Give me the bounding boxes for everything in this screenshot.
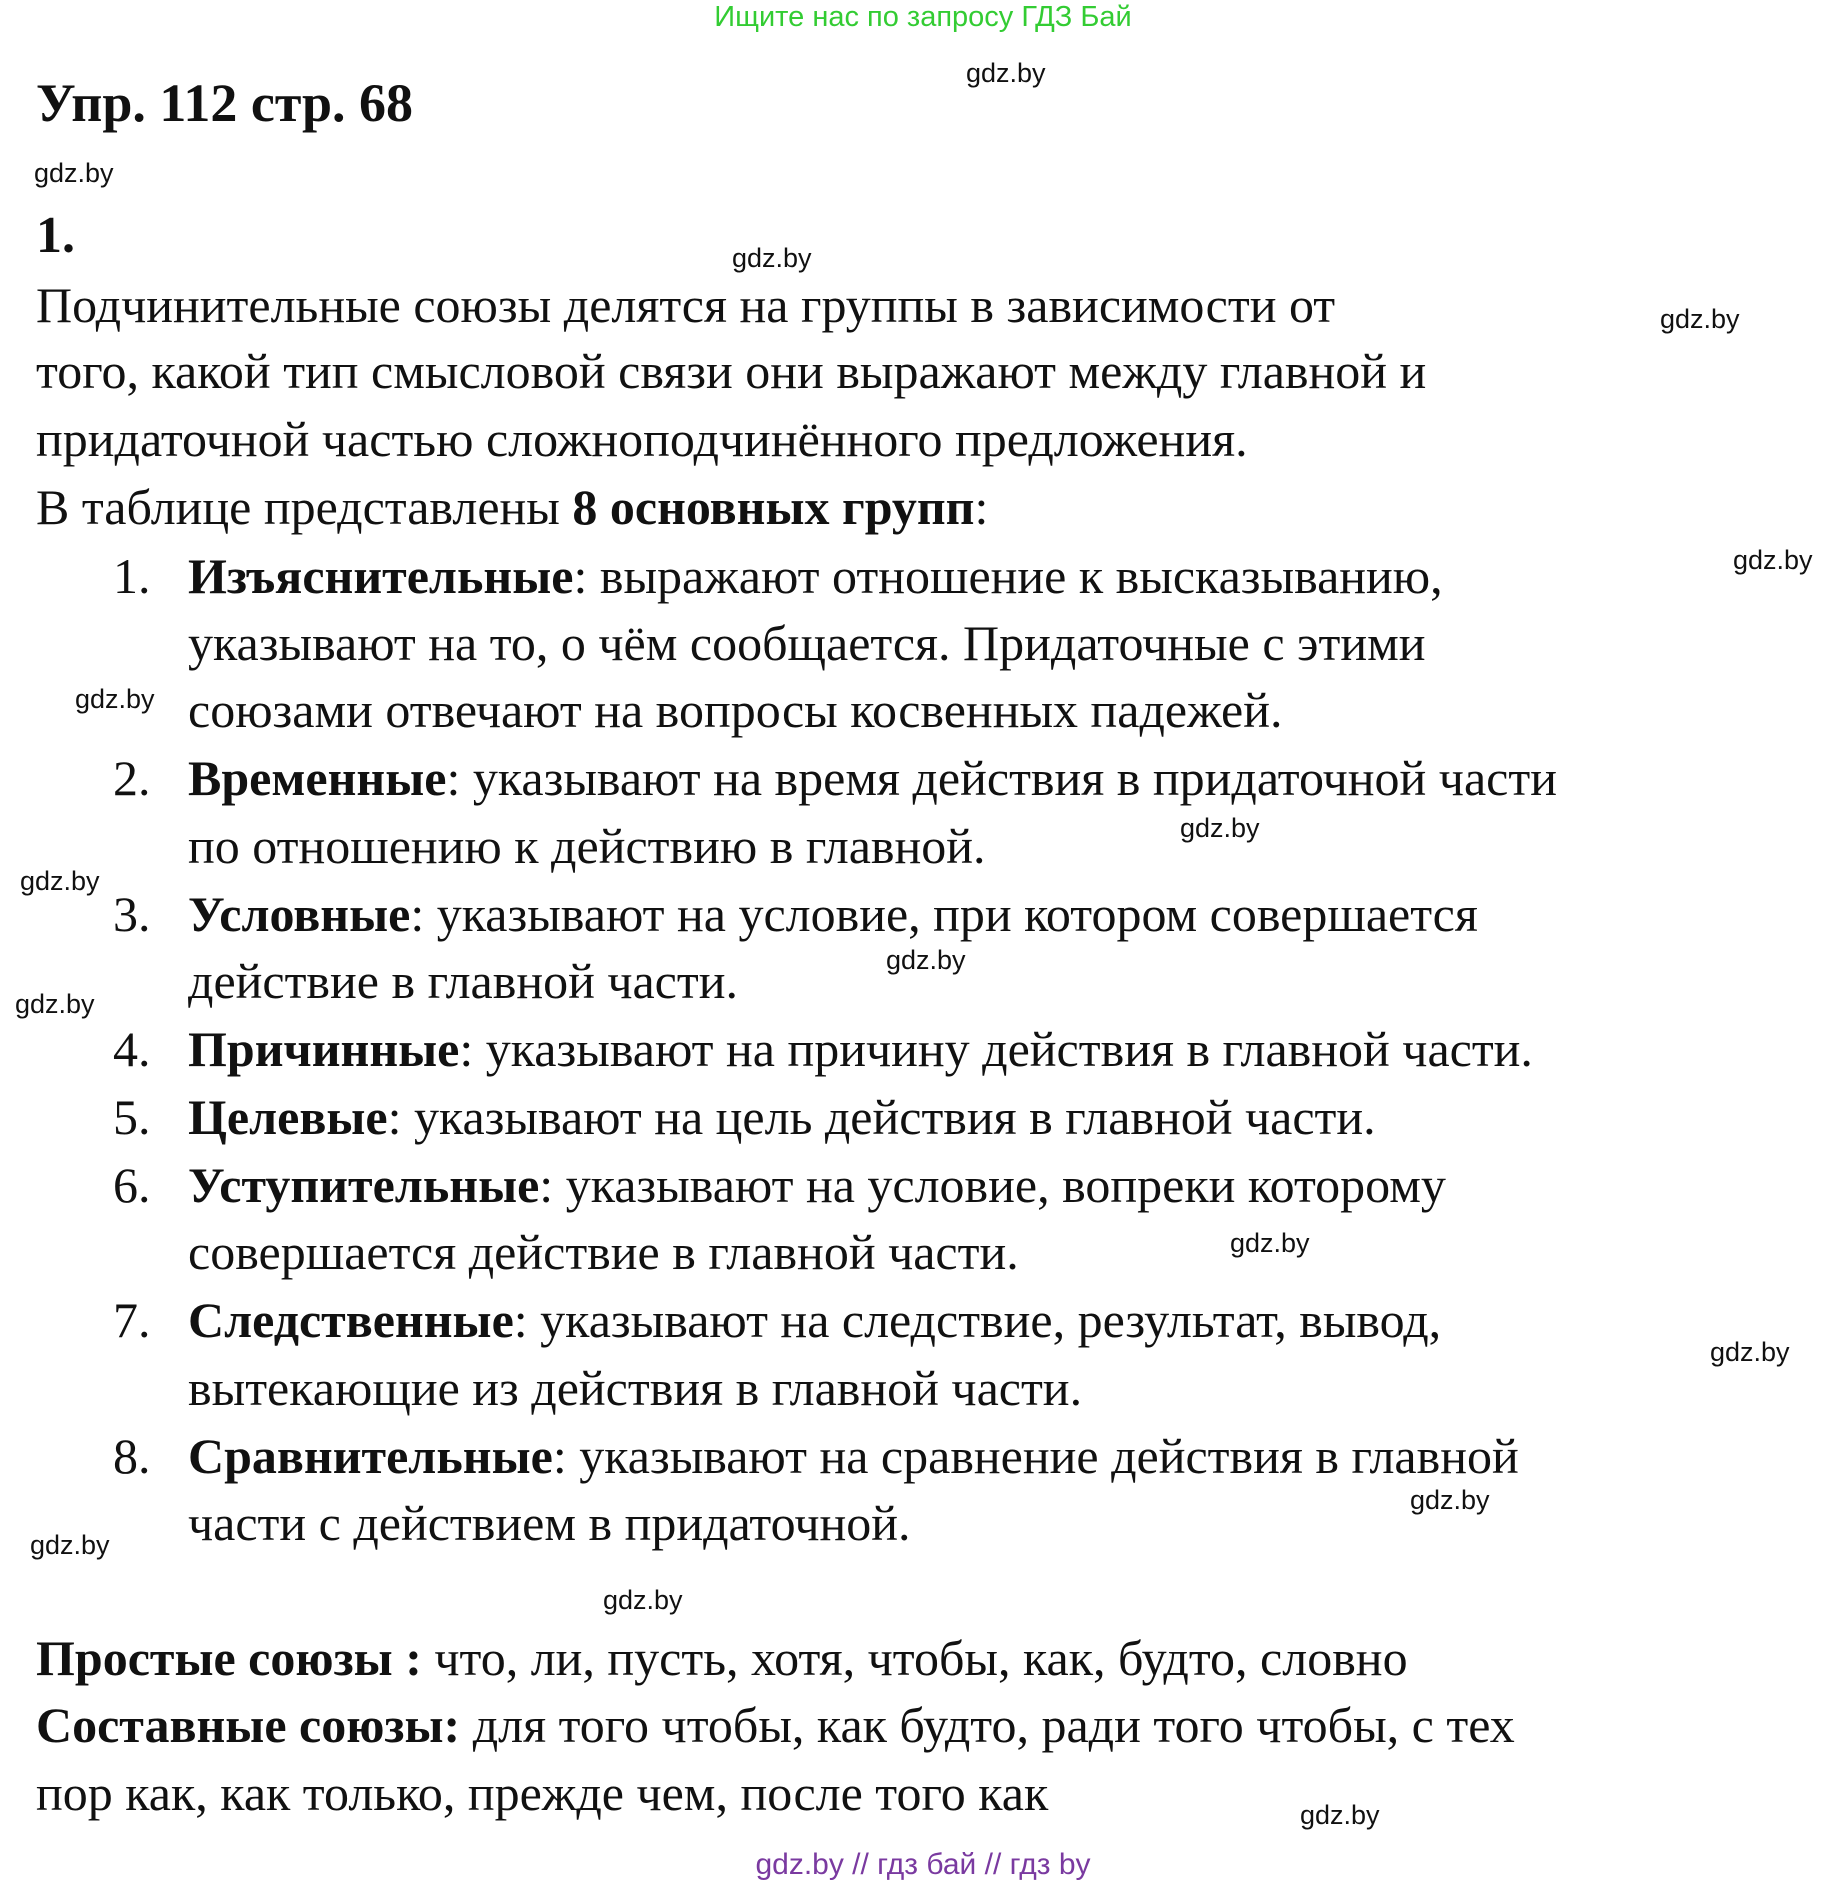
simple-conjunctions: [36, 1632, 1408, 1684]
watermark: gdz.by: [34, 158, 114, 188]
intro-line: придаточной частью сложноподчинённого предложения.: [36, 411, 1248, 467]
compound-label: Составные союзы:: [36, 1697, 461, 1753]
watermark: gdz.by: [732, 243, 812, 273]
group-number: 7.: [113, 1292, 151, 1348]
summary-count: 8 основных групп: [572, 479, 975, 535]
intro-line: Подчинительные союзы делятся на группы в зависимости от: [36, 277, 1336, 333]
watermark: gdz.by: [603, 1585, 683, 1615]
group-line: [188, 1362, 1082, 1414]
simple-list: что, ли, пусть, хотя, чтобы, как, будто, словно: [421, 1630, 1408, 1686]
group-line: [113, 1428, 1519, 1484]
group-description: : указывают на условие, при котором совершается: [410, 886, 1478, 942]
watermark: gdz.by: [15, 989, 95, 1019]
group-number: 2.: [113, 750, 151, 806]
group-description: : выражают отношение к высказыванию,: [573, 548, 1443, 604]
group-line: [188, 684, 1282, 736]
group-description: указывают на то, о чём сообщается. Придаточные с этими: [188, 615, 1426, 671]
group-line: [113, 886, 1478, 942]
group-number: 6.: [113, 1157, 151, 1213]
group-term: Целевые: [188, 1089, 388, 1145]
group-description: : указывают на следствие, результат, вывод,: [513, 1292, 1442, 1348]
group-description: : указывают на цель действия в главной части.: [387, 1089, 1376, 1145]
group-description: : указывают на условие, вопреки которому: [539, 1157, 1446, 1213]
group-term: Уступительные: [188, 1157, 540, 1213]
group-term: Временные: [188, 750, 447, 806]
compound-list: для того чтобы, как будто, ради того чтобы, с тех: [460, 1697, 1515, 1753]
group-line: [188, 1497, 911, 1549]
group-description: : указывают на время действия в придаточной части: [446, 750, 1557, 806]
watermark: gdz.by: [1733, 545, 1813, 575]
watermark: gdz.by: [966, 58, 1046, 88]
group-description: вытекающие из действия в главной части.: [188, 1360, 1083, 1416]
group-term: Сравнительные: [188, 1428, 553, 1484]
group-line: [113, 548, 1443, 604]
group-description: части с действием в придаточной.: [188, 1495, 911, 1551]
compound-conjunctions-cont: пор как, как только, прежде чем, после того как: [36, 1765, 1049, 1821]
group-number: 5.: [113, 1089, 151, 1145]
group-term: Изъяснительные: [188, 548, 574, 604]
watermark: gdz.by: [30, 1530, 110, 1560]
intro-line: того, какой тип смысловой связи они выражают между главной и: [36, 343, 1427, 399]
footer-links[interactable]: gdz.by // гдз бай // гдз by: [755, 1848, 1091, 1881]
group-line: [113, 1157, 1446, 1213]
page-title: Упр. 112 стр. 68: [36, 73, 414, 133]
group-number: 3.: [113, 886, 151, 942]
watermark: gdz.by: [75, 684, 155, 714]
group-line: [188, 1226, 1019, 1278]
watermark: gdz.by: [886, 945, 966, 975]
group-description: по отношению к действию в главной.: [188, 818, 986, 874]
compound-conjunctions: [36, 1699, 1515, 1751]
group-description: : указывают на причину действия в главной части.: [459, 1021, 1533, 1077]
section-number: 1.: [36, 207, 75, 264]
simple-label: Простые союзы :: [36, 1630, 422, 1686]
group-line: [188, 955, 738, 1007]
watermark: gdz.by: [1300, 1800, 1380, 1830]
group-line: [113, 1292, 1442, 1348]
group-line: [188, 617, 1426, 669]
group-number: 8.: [113, 1428, 151, 1484]
watermark: gdz.by: [1230, 1228, 1310, 1258]
group-line: [188, 820, 986, 872]
group-description: действие в главной части.: [188, 953, 738, 1009]
intro-summary: [36, 481, 988, 533]
search-banner[interactable]: Ищите нас по запросу ГДЗ Бай: [714, 1, 1132, 33]
watermark: gdz.by: [20, 866, 100, 896]
watermark: gdz.by: [1410, 1485, 1490, 1515]
group-number: 1.: [113, 548, 151, 604]
group-term: Условные: [188, 886, 411, 942]
watermark: gdz.by: [1180, 813, 1260, 843]
group-term: Следственные: [188, 1292, 514, 1348]
summary-colon: :: [974, 479, 989, 535]
watermark: gdz.by: [1660, 304, 1740, 334]
group-number: 4.: [113, 1021, 151, 1077]
group-description: союзами отвечают на вопросы косвенных падежей.: [188, 682, 1283, 738]
group-description: совершается действие в главной части.: [188, 1224, 1019, 1280]
summary-text: В таблице представлены: [36, 479, 573, 535]
group-line: [113, 1021, 1533, 1077]
watermark: gdz.by: [1710, 1337, 1790, 1367]
group-line: [113, 1089, 1376, 1145]
group-term: Причинные: [188, 1021, 460, 1077]
group-description: : указывают на сравнение действия в главной: [552, 1428, 1519, 1484]
group-line: [113, 750, 1557, 806]
